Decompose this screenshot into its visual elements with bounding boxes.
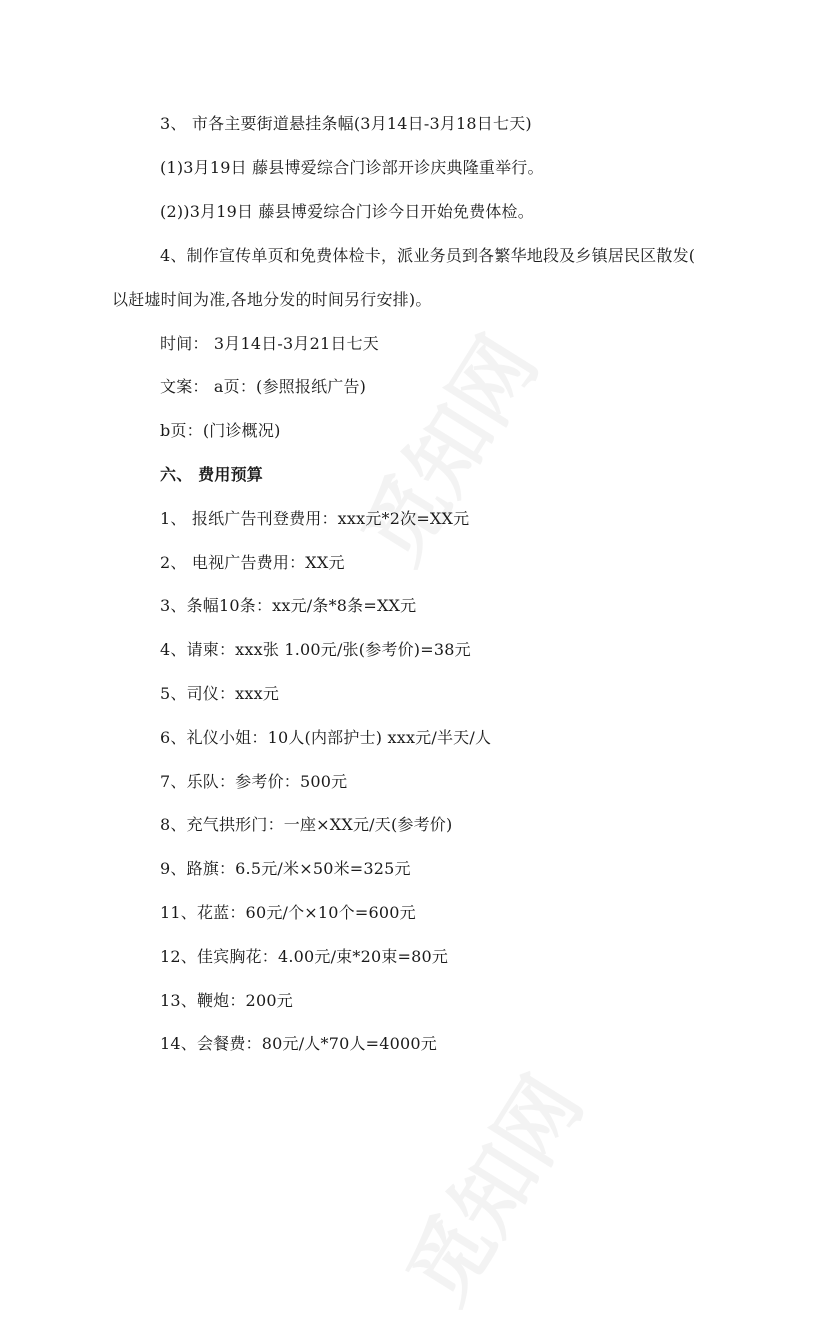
budget-item: 2、 电视广告费用：XX元: [160, 553, 345, 572]
watermark: [375, 1051, 605, 1322]
paragraph-line: (1)3月19日 藤县博爱综合门诊部开诊庆典隆重举行。: [160, 158, 544, 177]
budget-item: 9、路旗：6.5元/米×50米=325元: [160, 859, 411, 878]
budget-item: 5、司仪：xxx元: [160, 684, 280, 703]
budget-item: 13、鞭炮：200元: [160, 991, 293, 1010]
budget-item: 8、充气拱形门：一座×XX元/天(参考价): [160, 815, 453, 834]
budget-item: 3、条幅10条：xx元/条*8条=XX元: [160, 596, 417, 615]
budget-item: 12、佳宾胸花：4.00元/束*20束=80元: [160, 947, 449, 966]
budget-item: 1、 报纸广告刊登费用：xxx元*2次=XX元: [160, 509, 470, 528]
budget-item: 14、会餐费：80元/人*70人=4000元: [160, 1034, 437, 1053]
paragraph-line: 3、 市各主要街道悬挂条幅(3月14日-3月18日七天): [160, 114, 532, 133]
paragraph-line: b页：(门诊概况): [160, 421, 281, 440]
paragraph-line: (2))3月19日 藤县博爱综合门诊今日开始免费体检。: [160, 202, 534, 221]
budget-item: 7、乐队：参考价：500元: [160, 772, 348, 791]
budget-item: 4、请柬：xxx张 1.00元/张(参考价)=38元: [160, 640, 471, 659]
budget-item: 11、花蓝：60元/个×10个=600元: [160, 903, 416, 922]
paragraph-line: 时间： 3月14日-3月21日七天: [160, 334, 379, 353]
section-heading: 六、 费用预算: [160, 465, 263, 484]
paragraph-line: 4、制作宣传单页和免费体检卡，派业务员到各繁华地段及乡镇居民区散发(: [160, 246, 696, 265]
paragraph-line: 文案： a页：(参照报纸广告): [160, 377, 367, 396]
budget-item: 6、礼仪小姐：10人(内部护士) xxx元/半天/人: [160, 728, 492, 747]
paragraph-line: 以赶墟时间为准,各地分发的时间另行安排)。: [112, 290, 432, 309]
